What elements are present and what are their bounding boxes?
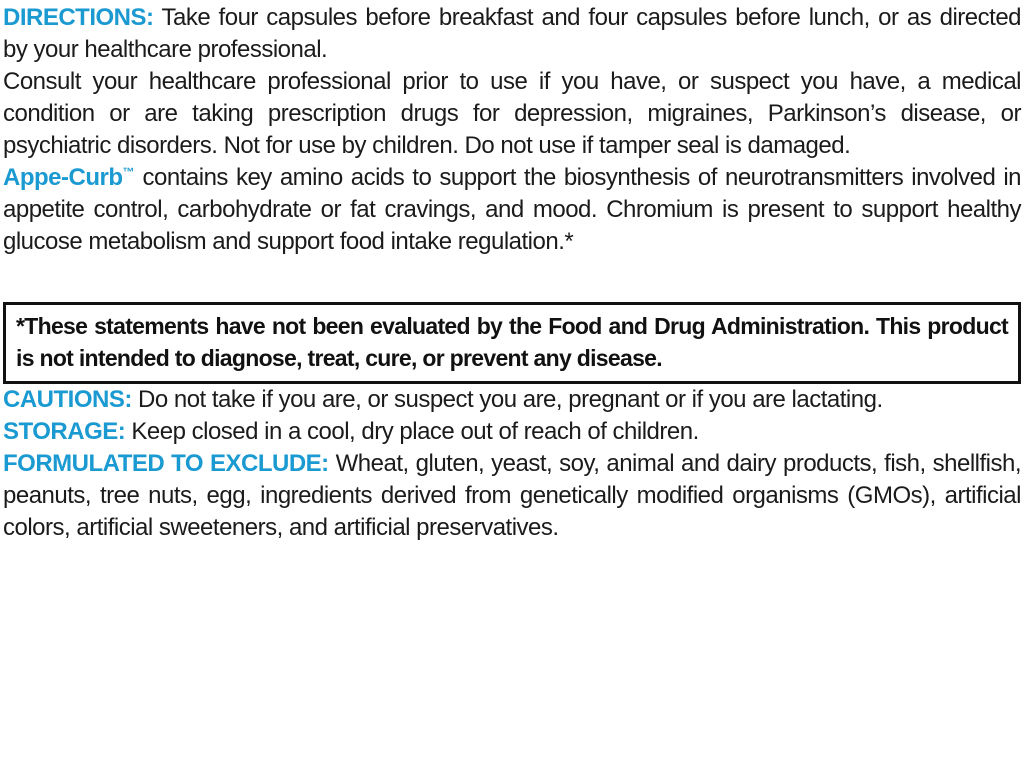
formulated-to-exclude-paragraph [3,448,1021,544]
formulated-to-exclude-text: Wheat, gluten, yeast, soy, animal and dairy products, fish, shellfish, peanuts, tree nuts, egg, ingredients derived from genetically modified organisms (GMOs), artificial colors, artificial sweeteners, and artificial preservatives. [3,450,1021,541]
product-description-paragraph [3,162,1021,258]
fda-disclaimer-box [3,302,1021,384]
cautions-paragraph [3,384,1021,416]
formulated-to-exclude-heading: FORMULATED TO EXCLUDE: [3,450,329,477]
cautions-text: Do not take if you are, or suspect you are, pregnant or if you are lactating. [138,386,883,413]
consult-text: Consult your healthcare professional prior to use if you have, or suspect you have, a medical condition or are taking prescription drugs for depression, migraines, Parkinson’s disease, or psychiatric disorders. Not for use by children. Do not use if tamper seal is damaged. [3,68,1021,159]
directions-text: Take four capsules before breakfast and four capsules before lunch, or as directed by your healthcare professional. [3,4,1022,63]
directions-paragraph [3,2,1021,66]
fda-disclaimer-text: *These statements have not been evaluated by the Food and Drug Administration. This product is not intended to diagnose, treat, cure, or prevent any disease. [16,313,1008,371]
trademark-symbol: ™ [122,165,135,179]
brand-name: Appe-Curb [3,164,123,191]
cautions-heading: CAUTIONS: [3,386,132,413]
consult-paragraph [3,66,1021,162]
storage-heading: STORAGE: [3,418,126,445]
directions-heading: DIRECTIONS: [3,4,154,31]
storage-paragraph [3,416,1021,448]
storage-text: Keep closed in a cool, dry place out of reach of children. [131,418,699,445]
product-description-text: contains key amino acids to support the biosynthesis of neurotransmitters involved in appetite control, carbohydrate or fat cravings, and mood. Chromium is present to support healthy glucose metabolism and support food intake regulation.* [3,164,1022,255]
